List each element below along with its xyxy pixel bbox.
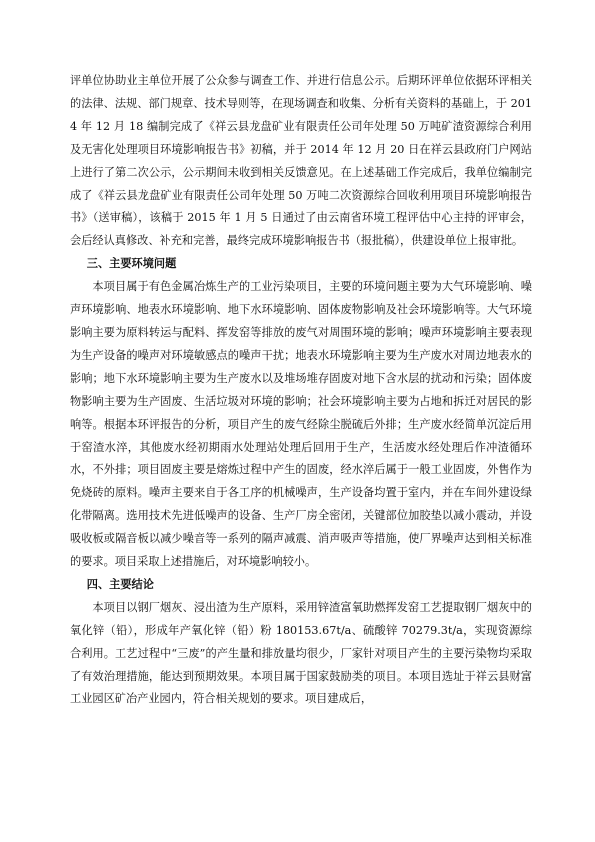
paragraph-public-participation: 评单位协助业主单位开展了公众参与调查工作、并进行信息公示。后期环评单位依据环评相关的法律、法规、部门规章、技术导则等，在现场调查和收集、分析有关资料的基础上，于 2014 年 12 月 18 编制完成了《祥云县龙盘矿业有限责任公司年处理 50 万吨矿渣资源综合利用及无害化处理项目环境影响报告书》初稿，并于 2014 年 12 月 20 日在祥云县政府门户网站上进行了第二次公示，公示期间未收到相关反馈意见。在上述基础工作完成后，我单位编制完成了《祥云县龙盘矿业有限责任公司年处理 50 万吨二次资源综合回收利用项目环境影响报告书》（送审稿），该稿于 2015 年 1 月 5 日通过了由云南省环境工程评估中心主持的评审会，会后经认真修改、补充和完善，最终完成环境影响报告书（报批稿），供建设单位上报审批。 [70, 74, 532, 248]
paragraph-conclusions: 本项目以钢厂烟灰、浸出渣为生产原料，采用锌渣富氧助燃挥发窑工艺提取钢厂烟灰中的氧化锌（铅），形成年产氧化锌（铅）粉 180153.67t/a、硫酸锌 70279.3t/a，实现资源综合利用。工艺过程中“三废”的产生量和排放量均很少，厂家针对项目产生的主要污染物均采取了有效治理措施，能达到预期效果。本项目属于国家鼓励类的项目。本项目选址于祥云县财富工业园区矿冶产业园内，符合相关规划的要求。项目建成后， [70, 600, 532, 706]
heading-main-environmental-issues: 三、主要环境问题 [86, 257, 177, 271]
heading-main-conclusions: 四、主要结论 [86, 577, 154, 591]
paragraph-environmental-issues: 本项目属于有色金属冶炼生产的工业污染项目，主要的环境问题主要为大气环境影响、噪声环境影响、地表水环境影响、地下水环境影响、固体废物影响及社会环境影响等。大气环境影响主要为原料转运与配料、挥发窑等排放的废气对周围环境的影响；噪声环境影响主要表现为生产设备的噪声对环境敏感点的噪声干扰；地表水环境影响主要为生产废水对周边地表水的影响；地下水环境影响主要为生产废水以及堆场堆存固废对地下含水层的扰动和污染；固体废物影响主要为生产固废、生活垃圾对环境的影响；社会环境影响主要为占地和拆迁对居民的影响等。根据本环评报告的分析，项目产生的废气经除尘脱硫后外排；生产废水经简单沉淀后用于窑渣水淬，其他废水经初期雨水处理站处理后回用于生产，生活废水经处理后作冲渣循环水，不外排；项目固废主要是熔炼过程中产生的固废，经水淬后属于一般工业固废，外售作为免烧砖的原料。噪声主要来自于各工序的机械噪声，生产设备均置于室内，并在车间外建设绿化带隔离。选用技术先进低噪声的设备、生产厂房全密闭，关键部位加胶垫以减小震动，并设吸收板或隔音板以减少噪音等一系列的隔声减震、消声吸声等措施，使厂界噪声达到相关标准的要求。项目采取上述措施后，对环境影响较小。 [70, 280, 532, 569]
document-page [70, 70, 532, 711]
